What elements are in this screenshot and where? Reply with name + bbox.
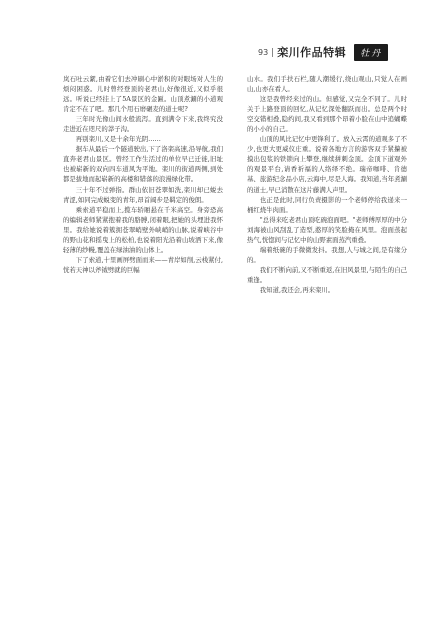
page-number: 93 [258, 48, 273, 57]
paragraph: 三年时光像山间水般流泻。直到满令下来,我终究没走进近在咫尺的莽子沟。 [63, 115, 223, 134]
running-header [258, 40, 398, 64]
paragraph: 这是我曾经来过的山。但感觉,又完全不同了。儿时关于上路登顶的回忆,从记忆深处翻跃而出。总是两个时空交错相叠,隐约间,我又看到那个昂着小脸在山中追蝴蝶的小小的自己。 [247, 95, 407, 134]
paragraph: 据车从最后一个隧道驶出,下了洛栾高速,沿导航,我们直奔老君山景区。曾经工作生活过的单位早已迁徙,旧址也被崭新的双向四车道风为平地。栾川的街道两侧,到处都是拔地而起崭新的高楼和错落的浪漫绿化带。 [63, 145, 223, 184]
paragraph: 山水。我们手扶石栏,随人潮缓行,绕山观山,只觉人在画山,山亦在看人。 [247, 75, 407, 94]
paragraph: 乘索道平稳而上,揽车轿厢悬在千米高空。身旁恐高的编辑老师紧紧抱着我的胳膊,闭着眼,把她的头埋进我怀里。我给她说着簇拥苍翠峭壁外峡峭的山脉,说着峡谷中的野山花和摇曳上的松柏,也说着阳光沿着山坡洒下来,像轻薄的纱幔,覆盖在绿油油的山体上。 [63, 205, 223, 254]
paragraph: 下了索道,十里画屏劈面而来——青岸如削,云栈紧付,恍若天神以斧钺劈就的巨幅 [63, 255, 223, 274]
paragraph: 我知道,我还会,再来栾川。 [259, 285, 335, 294]
right-text-column [247, 74, 407, 295]
magazine-section-title: 栾川作品特辑 [277, 46, 347, 59]
left-text-column [63, 74, 223, 275]
paragraph: "总得来吃老君山顶吃碗泡面吧。"老师傅厚厚的中分刘海被山风刮乱了造型,憨厚的笑脸掩在风里。泡面蒸起热气,恍惚间与记忆中的山野素面蒸汽重叠。 [247, 215, 407, 244]
paragraph: 我们不断向前,又不断重返,在旧风景里,与陌生的自己重逢。 [247, 265, 407, 284]
paragraph: 三十年不过弹指。群山依旧苍翠如洗,栾川却已蜕去青涩,如同完成蜕变的青年,昂首阔步是羁定的俊朗。 [63, 185, 223, 204]
paragraph: 山顶的风比记忆中更锋利了。放入云霄的道观多了不少,也更大更威仪庄重。说着各地方言的游客双手紧攥被摸出包浆的铁锁向上攀登,继续拼刺金顶。金顶下道观外的观景平台,请香祈福的人络绎不绝。瑞帝咖啡、肯德基、旅游纪念品小店,云海中,尽是人海。我知道,当年煮涮的道士,早已消散在这片藤满人声里。 [247, 135, 407, 194]
paragraph: 端着纸碗的手微微发抖。我想,人与城之间,是有缘分的。 [247, 245, 407, 264]
paragraph: 也正是此时,同行负责摄影的一个老师停给我递来一桶红烧牛肉面。 [247, 195, 407, 214]
paragraph: 再别栾川,又是十余年光阴…… [75, 135, 161, 144]
paragraph: 岚石吐云絮,由着它们去冲刷心中淤积的对眼场对人生的烦闷困惑。儿时曾经登顶的老君山,好像很近,又似乎很远。听说已经挂上了5A景区的金匾。山顶煮涮的小道观肯定不在了吧。那几个用石磨碾麦的道士呢? [63, 75, 223, 114]
magazine-badge: 牡丹 [354, 44, 388, 61]
